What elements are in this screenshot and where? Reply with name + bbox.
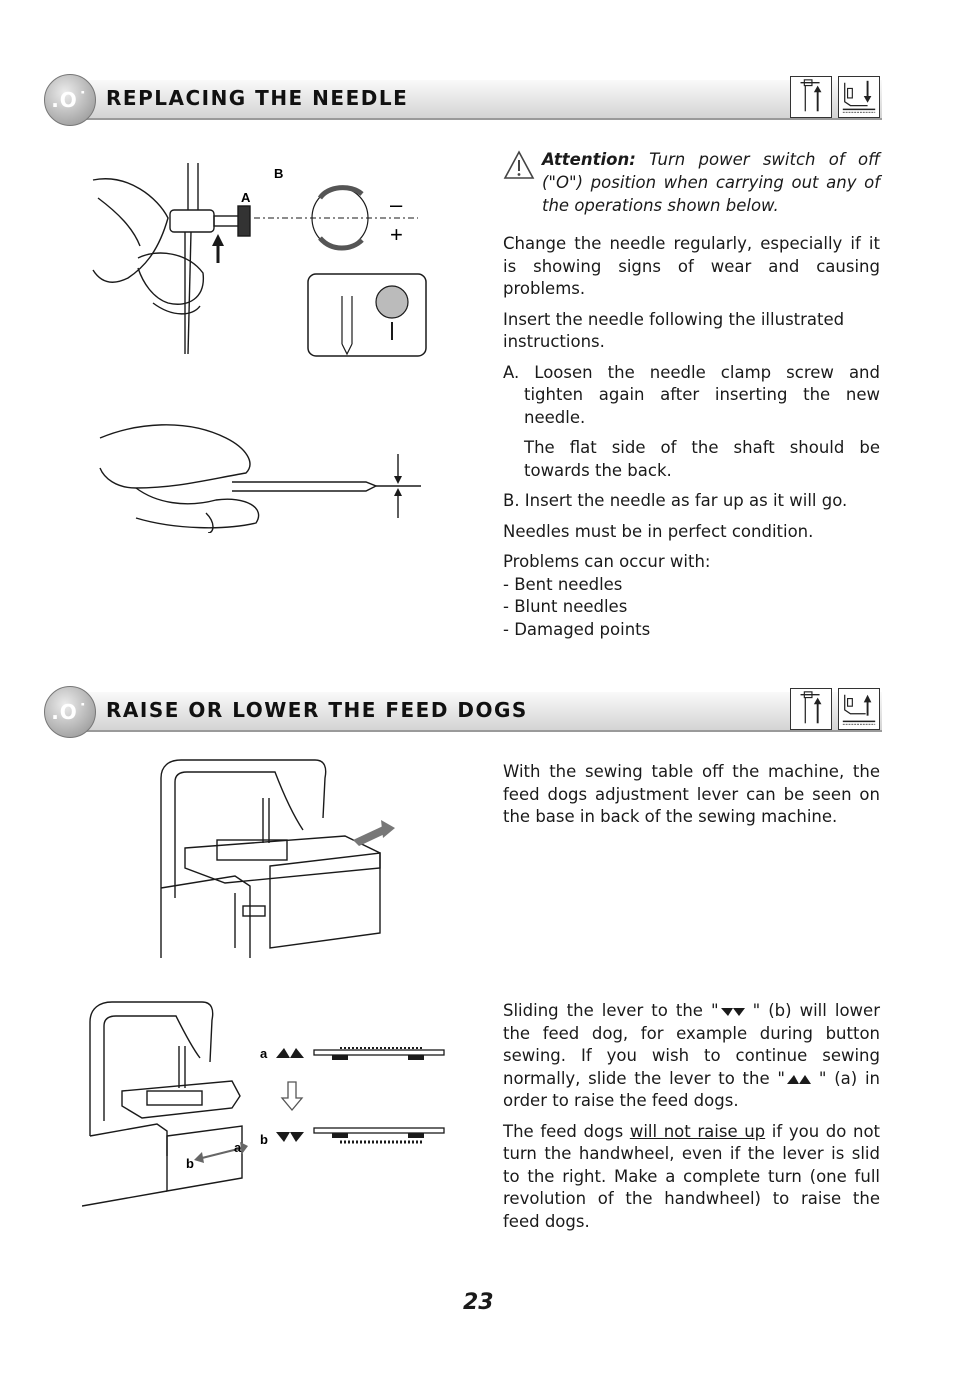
step-a: A. Loosen the needle clamp screw and tighten again after inserting the new needle. (503, 362, 880, 427)
label-plus: + (390, 222, 403, 247)
feed-dogs-raised-icon (276, 1048, 304, 1058)
header-icons (790, 688, 880, 730)
para-handwheel (503, 1121, 880, 1234)
section-header-feed-dogs (44, 686, 882, 736)
problems-list (503, 574, 880, 642)
para-sliding-lever (503, 1000, 880, 1113)
lever-label-a: a (234, 1140, 242, 1155)
list-item: - Bent needles (503, 574, 623, 594)
attention-body: Turn power switch of off ("O") position when carrying out any of the operations shown below. (542, 150, 880, 215)
feed-dogs-lowered-icon (276, 1132, 304, 1142)
label-a: A (241, 190, 251, 205)
list-item: - Damaged points (503, 619, 651, 639)
sliding-text-2: " (b) will lower the feed dog, for example during button sewing. If you wish to continue sewing normally, slide the lever to the " (503, 1001, 880, 1088)
step-a-note: The flat side of the shaft should be towards the back. (524, 438, 880, 480)
list-item: - Blunt needles (503, 597, 628, 616)
para-condition: Needles must be in perfect condition. (503, 521, 814, 541)
presser-foot-up-icon (838, 688, 880, 730)
para-sewing-table: With the sewing table off the machine, the feed dogs adjustment lever can be seen on the base in back of the sewing machine. (503, 762, 880, 826)
raised-label-a: a (260, 1046, 268, 1061)
para-change-needle: Change the needle regularly, especially if it is showing signs of wear and causing problems. (503, 234, 880, 298)
handwheel-underlined: will not raise up (629, 1121, 766, 1141)
feed-dogs-intro (503, 761, 880, 837)
lowered-label-b: b (260, 1132, 268, 1147)
label-minus: – (390, 192, 403, 217)
replacing-needle-instructions (503, 233, 880, 641)
needle-clamp-illustration (88, 158, 438, 368)
handwheel-text-1: The feed dogs (503, 1121, 630, 1141)
needle-insert-illustration (96, 418, 426, 533)
presser-foot-down-icon (838, 76, 880, 118)
handwheel-text-2: if you do not turn the handwheel, even if the lever is slid to the right. Make a complete turn (one full revolution of the handwheel) to raise the feed dogs. (503, 1121, 881, 1231)
feed-dogs-raised-icon (785, 1073, 819, 1085)
page-number: 23 (463, 1290, 494, 1315)
step-b: B. Insert the needle as far up as it will go. (503, 491, 848, 510)
warning-triangle-icon (503, 150, 535, 180)
section-title: RAISE OR LOWER THE FEED DOGS (106, 698, 528, 722)
needle-up-icon (790, 688, 832, 730)
attention-note (503, 148, 880, 217)
feed-dogs-instructions (503, 1000, 880, 1241)
label-b: B (274, 166, 284, 181)
needle-up-icon (790, 76, 832, 118)
lever-label-b: b (186, 1156, 194, 1171)
sliding-text-3: " (a) in order to raise the feed dogs. (503, 1068, 880, 1110)
section-badge-icon: .O˙ (44, 686, 96, 738)
feed-dogs-lever-illustration (82, 996, 452, 1212)
attention-text (542, 148, 880, 217)
attention-label: Attention: (542, 150, 636, 169)
section-badge-icon: .O˙ (44, 74, 96, 126)
section-title: REPLACING THE NEEDLE (106, 86, 409, 110)
problems-intro: Problems can occur with: (503, 552, 711, 571)
para-insert-needle: Insert the needle following the illustrated instructions. (503, 309, 845, 351)
header-icons (790, 76, 880, 118)
section-header-replacing-needle (44, 74, 882, 124)
machine-base-illustration (155, 758, 405, 963)
sliding-text-1: Sliding the lever to the " (503, 1001, 719, 1020)
feed-dogs-lowered-icon (719, 1006, 753, 1018)
